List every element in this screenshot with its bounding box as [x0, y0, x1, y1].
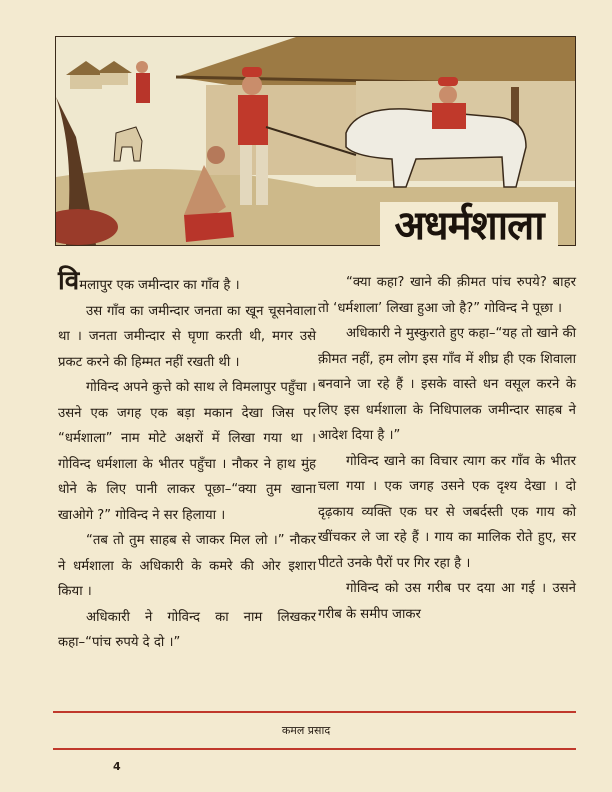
divider-bottom	[53, 748, 576, 750]
man-leg-left	[240, 145, 252, 205]
story-title: अधर्मशाला	[380, 202, 558, 250]
paragraph-text: मलापुर एक जमीन्दार का गाँव है ।	[79, 278, 240, 293]
drop-cap: वि	[58, 266, 80, 296]
kneeling-man-cloth	[184, 212, 234, 242]
man-shirt	[238, 95, 268, 145]
distant-hut-wall	[70, 75, 102, 89]
divider-top	[53, 711, 576, 713]
second-man-shirt	[432, 103, 466, 129]
paragraph: “तब तो तुम साहब से जाकर मिल लो ।” नौकर ने धर्मशाला के अधिकारी के कमरे की ओर इशारा किया ।	[58, 533, 316, 599]
man-leg-right	[256, 145, 268, 205]
right-text-column	[318, 270, 576, 627]
man-turban	[242, 67, 262, 77]
paragraph	[58, 266, 316, 299]
man-head	[242, 75, 262, 95]
paragraph: गोविन्द अपने कुत्ते को साथ ले विमलापुर पहुँचा । उसने एक जगह एक बड़ा मकान देखा जिस पर “धर्मशाला” नाम मोटे अक्षरों में लिखा गया था । गोविन्द धर्मशाला के भीतर पहुँचा । नौकर ने हाथ मुंह धोने के लिए पानी लाकर पूछा–“क्या तुम खाना खाओगे ?” गोविन्द ने सर हिलाया ।	[58, 380, 316, 523]
paragraph: अधिकारी ने गोविन्द का नाम लिखकर कहा–“पांच रुपये दे दो ।”	[58, 609, 316, 650]
distant-hut-wall-2	[100, 73, 128, 85]
second-man-turban	[438, 77, 458, 86]
paragraph: अधिकारी ने मुस्कुराते हुए कहा–“यह तो खाने की क़ीमत नहीं, हम लोग इस गाँव में शीघ्र ही एक शिवाला बनवाने जा रहे हैं । इसके वास्ते धन वसूल करने के लिए इस धर्मशाला के निधिपालक जमीन्दार साहब ने आदेश दिया है ।”	[318, 326, 576, 443]
second-man-head	[439, 86, 457, 104]
author-credit: कमल प्रसाद	[281, 724, 331, 737]
background-person-body	[136, 73, 150, 103]
page-number: 4	[113, 760, 121, 773]
paragraph: गोविन्द खाने का विचार त्याग कर गाँव के भीतर चला गया । एक जगह उसने एक दृश्य देखा । दो दृढ़काय व्यक्ति एक घर से जबर्दस्ती एक गाय को खींचकर ले जा रहे हैं । गाय का मालिक रोते हुए, सर पीटते उनके पैरों पर गिर रहा है ।	[318, 453, 576, 571]
paragraph: गोविन्द को उस गरीब पर दया आ गई । उसने गरीब के समीप जाकर	[318, 581, 576, 622]
paragraph: उस गाँव का जमीन्दार जनता का खून चूसनेवाला था । जनता जमीन्दार से घृणा करती थी, मगर उसे प्रकट करने की हिम्मत नहीं रखती थी ।	[58, 303, 316, 370]
left-text-column	[58, 266, 316, 656]
kneeling-man-head	[207, 146, 225, 164]
paragraph: “क्या कहा? खाने की क़ीमत पांच रुपये? बाहर तो ‘धर्मशाला’ लिखा हुआ जो है?” गोविन्द ने पूछा ।	[318, 275, 576, 316]
background-person-head	[136, 61, 148, 73]
